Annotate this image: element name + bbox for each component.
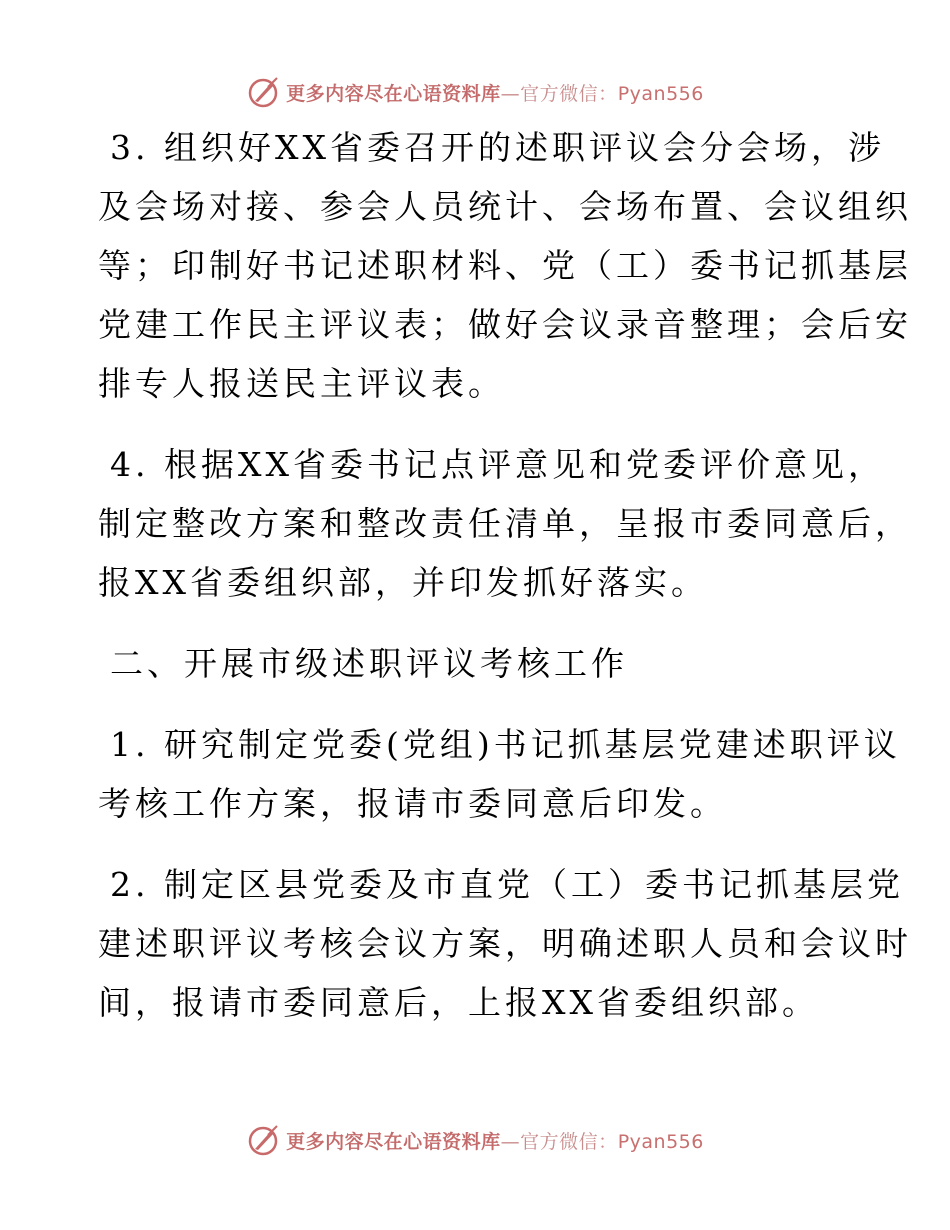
text-line: 等；印制好书记述职材料、党（工）委书记抓基层 xyxy=(98,246,912,285)
paragraph-item-3 xyxy=(98,118,912,413)
watermark-id: Pyan556 xyxy=(617,82,704,105)
paragraph-item-1 xyxy=(98,715,901,833)
watermark-brand: 更多内容尽在心语资料库 xyxy=(286,1130,501,1153)
text-line: 排专人报送民主评议表。 xyxy=(98,364,505,403)
text-line: 3. 组织好XX省委召开的述职评议会分会场，涉 xyxy=(110,128,885,167)
section-heading xyxy=(98,634,858,693)
text-line: 1. 研究制定党委(党组)书记抓基层党建述职评议 xyxy=(110,725,901,764)
text-line: 间，报请市委同意后，上报XX省委组织部。 xyxy=(98,983,819,1022)
paragraph-item-2 xyxy=(98,855,912,1032)
watermark-label: 官方微信： xyxy=(520,1130,618,1153)
text-line: 考核工作方案，报请市委同意后印发。 xyxy=(98,784,727,823)
text-line: 党建工作民主评议表；做好会议录音整理；会后安 xyxy=(98,305,912,344)
text-line: 二、开展市级述职评议考核工作 xyxy=(110,644,628,683)
text-line: 4. 根据XX省委书记点评意见和党委评价意见， xyxy=(110,445,885,484)
text-line: 制定整改方案和整改责任清单，呈报市委同意后， xyxy=(98,504,912,543)
watermark-brand: 更多内容尽在心语资料库 xyxy=(286,82,501,105)
text-line: 及会场对接、参会人员统计、会场布置、会议组织 xyxy=(98,187,912,226)
watermark-separator: — xyxy=(500,1130,521,1153)
text-line: 报XX省委组织部，并印发抓好落实。 xyxy=(98,563,708,602)
document-body xyxy=(98,118,912,1054)
header-watermark xyxy=(0,72,950,112)
watermark-label: 官方微信： xyxy=(520,82,618,105)
footer-watermark xyxy=(0,1120,950,1160)
watermark-id: Pyan556 xyxy=(617,1130,704,1153)
paragraph-item-4 xyxy=(98,435,912,612)
watermark-text xyxy=(286,1127,704,1154)
watermark-text xyxy=(286,79,704,106)
quill-logo-icon xyxy=(246,75,280,109)
text-line: 2. 制定区县党委及市直党（工）委书记抓基层党 xyxy=(110,865,904,904)
watermark-separator: — xyxy=(500,82,521,105)
quill-logo-icon xyxy=(246,1123,280,1157)
text-line: 建述职评议考核会议方案，明确述职人员和会议时 xyxy=(98,924,912,963)
